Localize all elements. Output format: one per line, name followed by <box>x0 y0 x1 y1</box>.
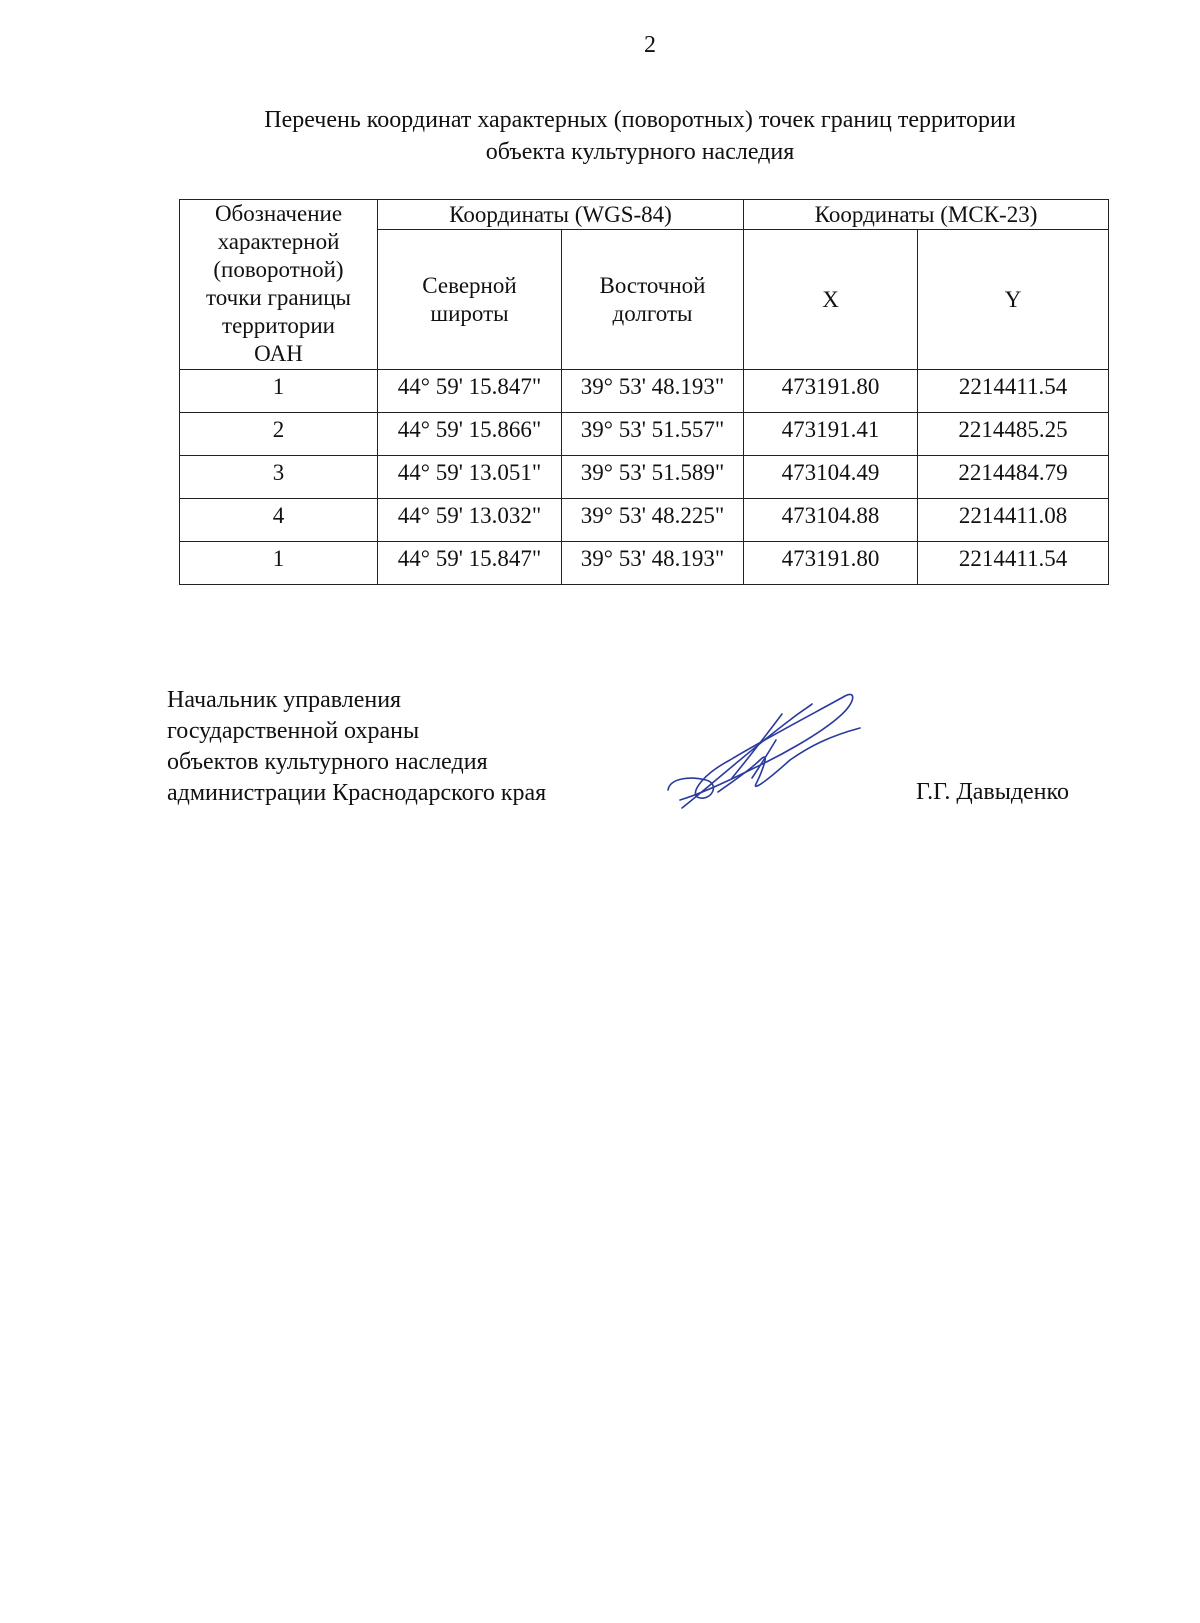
point-designation-header <box>180 200 378 370</box>
east-longitude-header <box>562 230 744 370</box>
table-row <box>180 542 1109 585</box>
y-cell: 2214485.25 <box>918 413 1109 456</box>
north-header-line: Северной <box>422 272 517 298</box>
y-cell: 2214411.54 <box>918 370 1109 413</box>
y-header: Y <box>918 230 1109 370</box>
latitude-cell: 44° 59' 13.051" <box>378 456 562 499</box>
x-cell: 473104.49 <box>744 456 918 499</box>
x-cell: 473191.80 <box>744 370 918 413</box>
point-header-line: ОАН <box>254 341 303 366</box>
point-header-line: характерной <box>217 229 340 254</box>
y-cell: 2214411.54 <box>918 542 1109 585</box>
longitude-cell: 39° 53' 48.225" <box>562 499 744 542</box>
x-cell: 473191.80 <box>744 542 918 585</box>
x-cell: 473104.88 <box>744 499 918 542</box>
longitude-cell: 39° 53' 51.589" <box>562 456 744 499</box>
table-row <box>180 370 1109 413</box>
point-header-line: (поворотной) <box>213 257 344 282</box>
signer-name: Г.Г. Давыденко <box>916 779 1069 805</box>
page-number: 2 <box>644 32 656 58</box>
point-cell: 3 <box>180 456 378 499</box>
point-cell: 2 <box>180 413 378 456</box>
point-header-line: Обозначение <box>214 201 343 226</box>
signatory-position <box>167 685 546 809</box>
point-cell: 4 <box>180 499 378 542</box>
title-line-1: Перечень координат характерных (поворотных) точек границ территории <box>264 107 1016 133</box>
document-title <box>180 104 1100 168</box>
y-cell: 2214484.79 <box>918 456 1109 499</box>
table-row <box>180 413 1109 456</box>
north-latitude-header <box>378 230 562 370</box>
longitude-cell: 39° 53' 48.193" <box>562 542 744 585</box>
x-cell: 473191.41 <box>744 413 918 456</box>
latitude-cell: 44° 59' 15.866" <box>378 413 562 456</box>
latitude-cell: 44° 59' 15.847" <box>378 370 562 413</box>
table-row <box>180 499 1109 542</box>
latitude-cell: 44° 59' 15.847" <box>378 542 562 585</box>
x-header: X <box>744 230 918 370</box>
longitude-cell: 39° 53' 48.193" <box>562 370 744 413</box>
position-line: объектов культурного наследия <box>167 749 488 775</box>
msk-group-header: Координаты (МСК-23) <box>744 200 1109 230</box>
point-header-line: точки границы <box>206 285 351 310</box>
coordinates-table <box>179 199 1109 585</box>
point-cell: 1 <box>180 370 378 413</box>
point-cell: 1 <box>180 542 378 585</box>
position-line: Начальник управления <box>167 687 402 713</box>
position-line: администрации Краснодарского края <box>167 780 547 806</box>
north-header-line: широты <box>430 300 509 326</box>
title-line-2: объекта культурного наследия <box>485 139 795 165</box>
longitude-cell: 39° 53' 51.557" <box>562 413 744 456</box>
latitude-cell: 44° 59' 13.032" <box>378 499 562 542</box>
handwritten-signature <box>660 690 880 820</box>
position-line: государственной охраны <box>167 718 420 744</box>
east-header-line: долготы <box>612 300 693 326</box>
wgs-group-header: Координаты (WGS-84) <box>378 200 744 230</box>
point-header-line: территории <box>222 313 335 338</box>
east-header-line: Восточной <box>599 272 706 298</box>
y-cell: 2214411.08 <box>918 499 1109 542</box>
table-row <box>180 456 1109 499</box>
